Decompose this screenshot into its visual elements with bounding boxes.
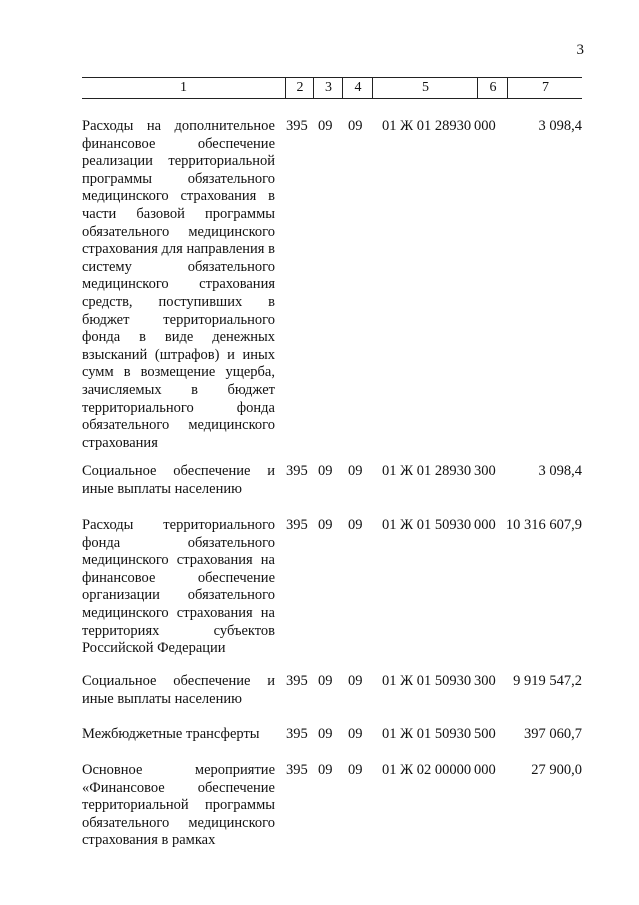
row-col-2: 395 <box>286 118 308 134</box>
row-col-4: 09 <box>348 118 363 134</box>
row-col-6: 300 <box>474 673 496 689</box>
row-col-5: 01 Ж 01 28930 <box>382 463 472 479</box>
row-col-6: 000 <box>474 517 496 533</box>
row-col-6: 500 <box>474 726 496 742</box>
row-col-2: 395 <box>286 726 308 742</box>
row-col-7: 10 316 607,9 <box>505 517 582 533</box>
header-col-4: 4 <box>342 78 373 98</box>
row-col-7: 3 098,4 <box>538 118 582 134</box>
row-col-7: 397 060,7 <box>524 726 582 742</box>
row-col-6: 000 <box>474 762 496 778</box>
header-col-7: 7 <box>507 78 583 98</box>
row-col-4: 09 <box>348 673 363 689</box>
row-col-6: 300 <box>474 463 496 479</box>
row-description: Социальное обеспечение и иные выплаты населению <box>82 673 275 707</box>
row-description: Социальное обеспечение и иные выплаты населению <box>82 463 275 497</box>
row-col-3: 09 <box>318 463 333 479</box>
page-number: 3 <box>576 42 584 58</box>
row-col-5: 01 Ж 01 50930 <box>382 726 472 742</box>
row-col-3: 09 <box>318 118 333 134</box>
row-col-3: 09 <box>318 517 333 533</box>
row-col-2: 395 <box>286 673 308 689</box>
row-col-5: 01 Ж 01 50930 <box>382 673 472 689</box>
table-header <box>82 77 582 99</box>
row-col-5: 01 Ж 02 00000 <box>382 762 472 778</box>
row-col-2: 395 <box>286 762 308 778</box>
row-col-7: 3 098,4 <box>538 463 582 479</box>
row-description: Основное мероприятие «Финансовое обеспечение территориальной программы обязательного медицинского страхования в рамках <box>82 762 275 849</box>
row-col-4: 09 <box>348 726 363 742</box>
row-col-3: 09 <box>318 673 333 689</box>
row-description: Расходы на дополнительное финансовое обеспечение реализации территориальной программы обязательного медицинского страхования в части базовой программы обязательного медицинского страхования для направления в систему обязательного медицинского страхования средств, поступивших в бюджет территориального фонда в виде денежных взысканий (штрафов) и иных сумм в возмещение ущерба, зачисляемых в бюджет территориального фонда обязательного медицинского страхования <box>82 118 275 451</box>
row-col-5: 01 Ж 01 50930 <box>382 517 472 533</box>
header-col-3: 3 <box>313 78 343 98</box>
row-description: Расходы территориального фонда обязательного медицинского страхования на финансовое обеспечение организации обязательного медицинского страхования на территориях субъектов Российской Федерации <box>82 517 275 657</box>
row-col-4: 09 <box>348 463 363 479</box>
row-col-2: 395 <box>286 517 308 533</box>
row-col-2: 395 <box>286 463 308 479</box>
header-col-1: 1 <box>180 80 187 95</box>
row-col-5: 01 Ж 01 28930 <box>382 118 472 134</box>
row-col-7: 27 900,0 <box>531 762 582 778</box>
header-col-5: 5 <box>372 78 478 98</box>
row-col-3: 09 <box>318 762 333 778</box>
row-col-3: 09 <box>318 726 333 742</box>
row-col-4: 09 <box>348 762 363 778</box>
row-col-4: 09 <box>348 517 363 533</box>
header-col-2: 2 <box>285 78 314 98</box>
row-col-6: 000 <box>474 118 496 134</box>
header-col-6: 6 <box>477 78 508 98</box>
row-col-7: 9 919 547,2 <box>513 673 582 689</box>
row-description: Межбюджетные трансферты <box>82 726 260 742</box>
